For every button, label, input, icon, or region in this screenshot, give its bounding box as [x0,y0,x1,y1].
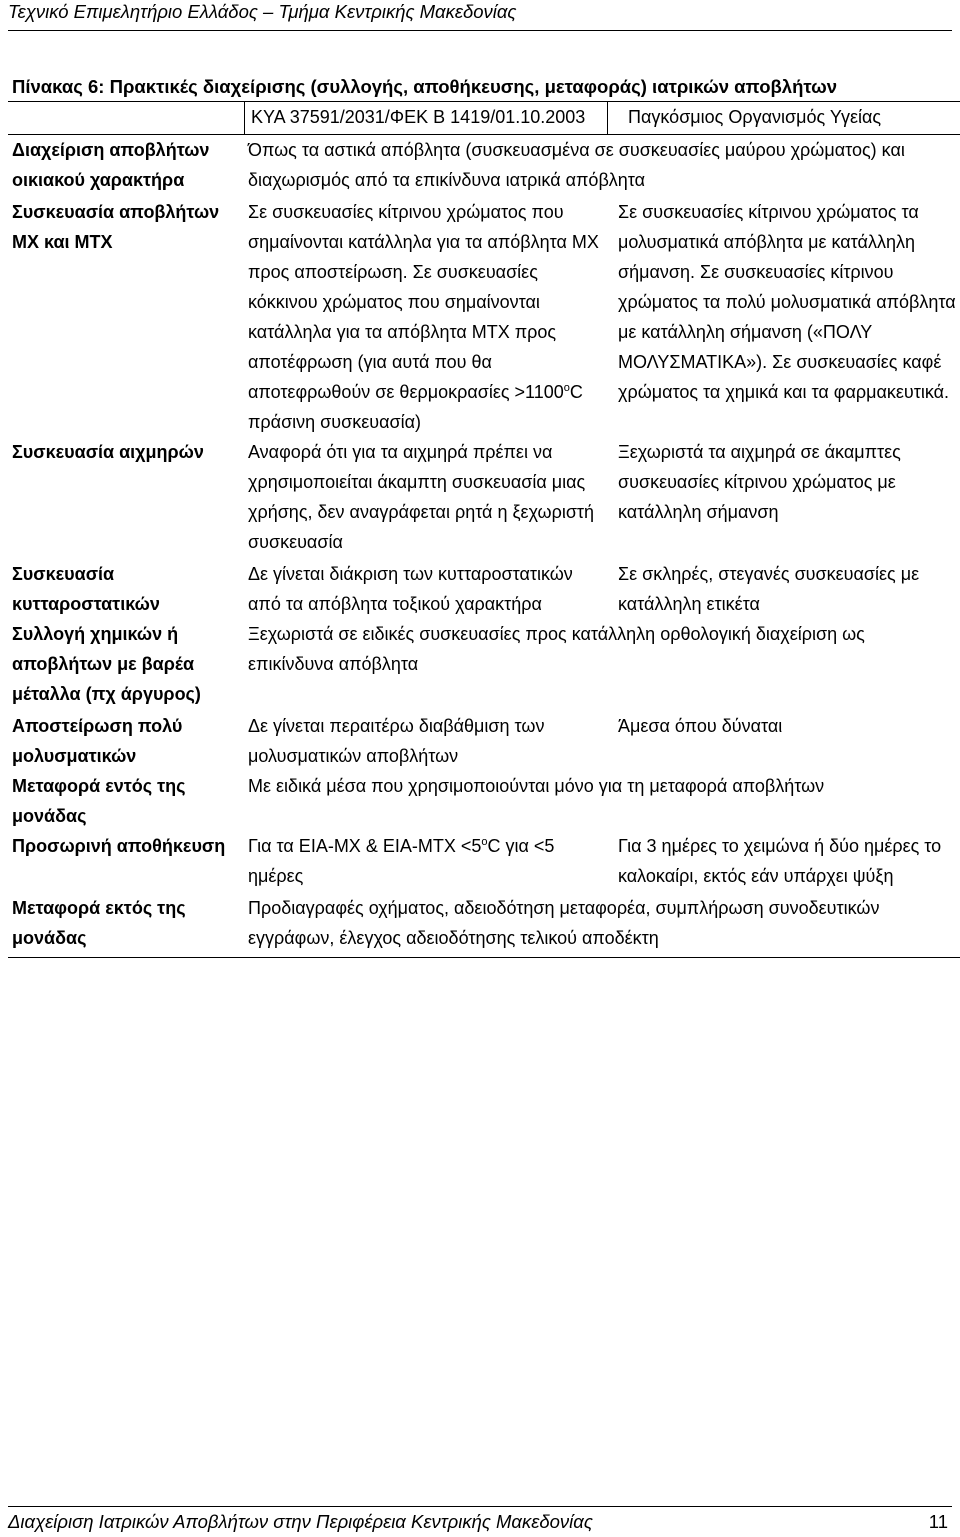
header-kya: ΚΥΑ 37591/2031/ΦΕΚ Β 1419/01.10.2003 [244,102,608,134]
table-row [8,619,960,711]
row-label: Συσκευασία αιχμηρών [12,442,204,462]
header-who: Παγκόσμιος Οργανισμός Υγείας [628,107,882,127]
degree-superscript: o [481,836,488,848]
kya-cell [248,831,604,891]
row-label: Διαχείριση αποβλήτων οικιακού χαρακτήρα [12,140,210,190]
table-row [8,831,960,893]
table-row [8,711,960,771]
row-label: Συσκευασία κυτταροστατικών [12,564,160,614]
who-cell: Ξεχωριστά τα αιχμηρά σε άκαμπτες συσκευασίες κίτρινου χρώματος με κατάλληλη σήμανση [618,442,901,522]
row-label: Προσωρινή αποθήκευση [12,836,226,856]
merged-cell: Προδιαγραφές οχήματος, αδειοδότηση μεταφορέα, συμπλήρωση συνοδευτικών εγγράφων, έλεγχος αδειοδότησης τελικού αποδέκτη [248,898,880,948]
table-row [8,771,960,831]
row-label: Μεταφορά εντός της μονάδας [12,776,186,826]
table-title: Πίνακας 6: Πρακτικές διαχείρισης (συλλογής, αποθήκευσης, μεταφοράς) ιατρικών αποβλήτων [12,76,838,97]
kya-cell: Δε γίνεται περαιτέρω διαβάθμιση των μολυσματικών αποβλήτων [248,716,545,766]
table-row [8,437,960,559]
merged-cell: Με ειδικά μέσα που χρησιμοποιούνται μόνο για τη μεταφορά αποβλήτων [248,776,825,796]
table-header-row [8,101,960,135]
table-row [8,135,960,197]
merged-cell: Ξεχωριστά σε ειδικές συσκευασίες προς κατάλληλη ορθολογική διαχείριση ως επικίνδυνα απόβλητα [248,624,865,674]
table-row [8,559,960,619]
kya-text: Σε συσκευασίες κίτρινου χρώματος που σημαίνονται κατάλληλα για τα απόβλητα ΜΧ προς αποστείρωση. Σε συσκευασίες κόκκινου χρώματος που σημαίνονται κατάλληλα για τα απόβλητα ΜΤΧ προς αποτέφρωση (για αυτά που θα αποτεφρωθούν σε θερμοκρασίες >1100 [248,202,599,402]
kya-text-tail: C για <5 ημέρες [248,836,555,886]
page-number: 11 [928,1511,948,1532]
merged-cell: Όπως τα αστικά απόβλητα (συσκευασμένα σε συσκευασίες μαύρου χρώματος) και διαχωρισμός από τα επικίνδυνα ιατρικά απόβλητα [248,140,905,190]
row-label: Μεταφορά εκτός της μονάδας [12,898,186,948]
kya-text: Για τα ΕΙΑ-ΜΧ & ΕΙΑ-ΜΤΧ <5 [248,836,482,856]
who-cell: Σε συσκευασίες κίτρινου χρώματος τα μολυσματικά απόβλητα με κατάλληλη σήμανση. Σε συσκευασίες κίτρινου χρώματος τα πολύ μολυσματικά απόβλητα με κατάλληλη σήμανση («ΠΟΛΥ ΜΟΛΥΣΜΑΤΙΚΑ»). Σε συσκευασίες καφέ χρώματος τα χημικά και τα φαρμακευτικά. [618,202,956,402]
kya-text-tail: C πράσινη συσκευασία) [248,382,583,432]
table-row [8,197,960,437]
degree-superscript: o [563,382,570,394]
table-row [8,893,960,958]
who-cell: Σε σκληρές, στεγανές συσκευασίες με κατάλληλη ετικέτα [618,564,920,614]
row-label: Συλλογή χημικών ή αποβλήτων με βαρέα μέταλλα (πχ άργυρος) [12,624,201,704]
footer-text: Διαχείριση Ιατρικών Αποβλήτων στην Περιφέρεια Κεντρικής Μακεδονίας [8,1511,593,1532]
kya-cell [248,197,604,437]
row-label: Συσκευασία αποβλήτων ΜΧ και ΜΤΧ [12,202,220,252]
page-header: Τεχνικό Επιμελητήριο Ελλάδος – Τμήμα Κεντρικής Μακεδονίας [8,0,952,31]
kya-cell: Αναφορά ότι για τα αιχμηρά πρέπει να χρησιμοποιείται άκαμπτη συσκευασία μιας χρήσης, δεν αναγράφεται ρητά η ξεχωριστή συσκευασία [248,442,595,552]
row-label: Αποστείρωση πολύ μολυσματικών [12,716,183,766]
practices-table [8,101,960,958]
page-footer [8,1506,952,1537]
who-cell: Για 3 ημέρες το χειμώνα ή δύο ημέρες το καλοκαίρι, εκτός εάν υπάρχει ψύξη [618,836,942,886]
who-cell: Άμεσα όπου δύναται [618,716,783,736]
kya-cell: Δε γίνεται διάκριση των κυτταροστατικών από τα απόβλητα τοξικού χαρακτήρα [248,564,573,614]
